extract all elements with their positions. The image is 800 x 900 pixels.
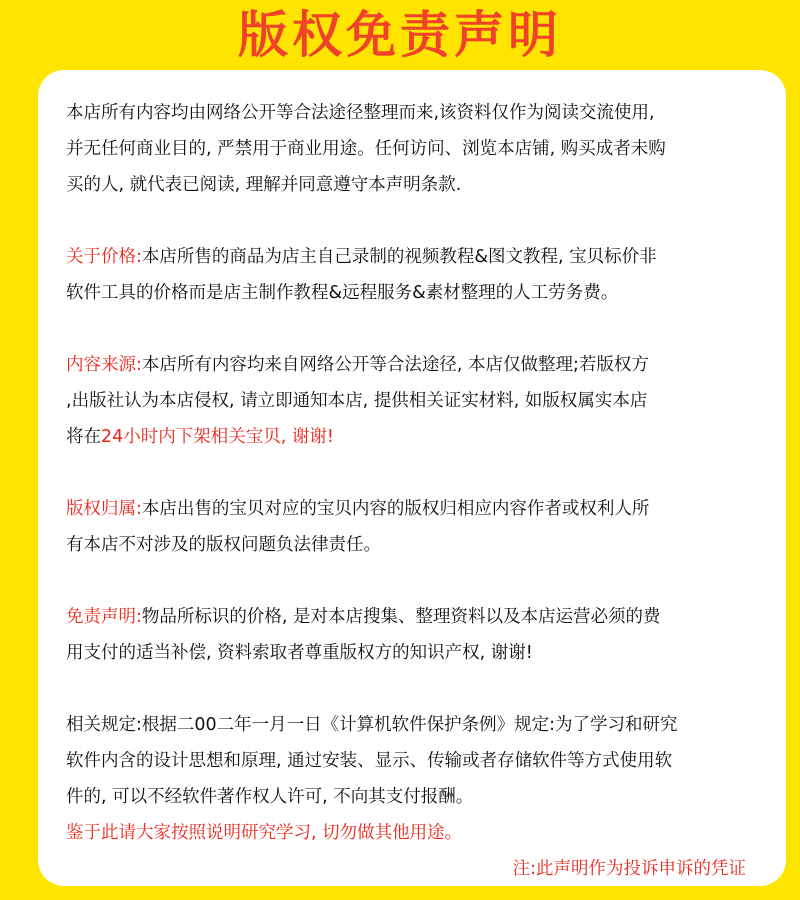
source-paragraph: [66, 347, 746, 455]
disclaimer-line-2: 用支付的适当补偿, 资料索取者尊重版权方的知识产权, 谢谢!: [66, 643, 533, 663]
spacer: [66, 671, 746, 707]
price-line-2: 软件工具的价格而是店主制作教程&远程服务&素材整理的人工劳务费。: [66, 283, 619, 303]
disclaimer-text-1: 物品所标识的价格, 是对本店搜集、整理资料以及本店运营必须的费: [141, 607, 661, 627]
regulation-line-2: 软件内含的设计思想和原理, 通过安装、显示、传输或者存储软件等方式使用软: [66, 751, 673, 771]
ownership-text-1: 本店出售的宝贝对应的宝贝内容的版权归相应内容作者或权利人所: [141, 499, 650, 519]
source-text-3-highlight: 24小时内下架相关宝贝, 谢谢!: [101, 427, 334, 447]
disclaimer-content: [66, 95, 746, 887]
intro-line-3: 买的人, 就代表已阅读, 理解并同意遵守本声明条款.: [66, 175, 462, 195]
disclaimer-line-1: [66, 599, 746, 635]
ownership-line-1: [66, 491, 746, 527]
spacer: [66, 455, 746, 491]
price-text-1: 本店所售的商品为店主自己录制的视频教程&图文教程, 宝贝标价非: [141, 247, 657, 267]
intro-paragraph: [66, 95, 746, 203]
source-text-3-prefix: 将在: [66, 427, 101, 447]
disclaimer-paragraph: [66, 599, 746, 671]
footer-note: 注:此声明作为投诉申诉的凭证: [512, 859, 746, 879]
intro-line-1: 本店所有内容均由网络公开等合法途径整理而来,该资料仅作为阅读交流使用,: [66, 103, 655, 123]
price-paragraph: [66, 239, 746, 311]
disclaimer-card: [38, 70, 786, 886]
spacer: [66, 311, 746, 347]
disclaimer-label: 免责声明:: [66, 607, 142, 627]
regulation-line-1: 相关规定:根据二00二年一月一日《计算机软件保护条例》规定:为了学习和研究: [66, 715, 678, 735]
source-text-1: 本店所有内容均来自网络公开等合法途径, 本店仅做整理;若版权方: [141, 355, 649, 375]
spacer: [66, 203, 746, 239]
price-line-1: [66, 239, 746, 275]
spacer: [66, 563, 746, 599]
ownership-paragraph: [66, 491, 746, 563]
regulation-line-4: 鉴于此请大家按照说明研究学习, 切勿做其他用途。: [66, 823, 463, 843]
ownership-label: 版权归属:: [66, 499, 142, 519]
source-line-3: [66, 419, 746, 455]
intro-line-2: 并无任何商业目的, 严禁用于商业用途。任何访问、浏览本店铺, 购买成者未购: [66, 139, 666, 159]
ownership-line-2: 有本店不对涉及的版权问题负法律责任。: [66, 535, 381, 555]
source-line-1: [66, 347, 746, 383]
source-line-2: ,出版社认为本店侵权, 请立即通知本店, 提供相关证实材料, 如版权属实本店: [66, 391, 648, 411]
regulation-paragraph: [66, 707, 746, 887]
page-title: 版权免责声明: [238, 6, 562, 64]
regulation-line-3: 件的, 可以不经软件著作权人许可, 不向其支付报酬。: [66, 787, 474, 807]
price-label: 关于价格:: [66, 247, 142, 267]
source-label: 内容来源:: [66, 355, 142, 375]
